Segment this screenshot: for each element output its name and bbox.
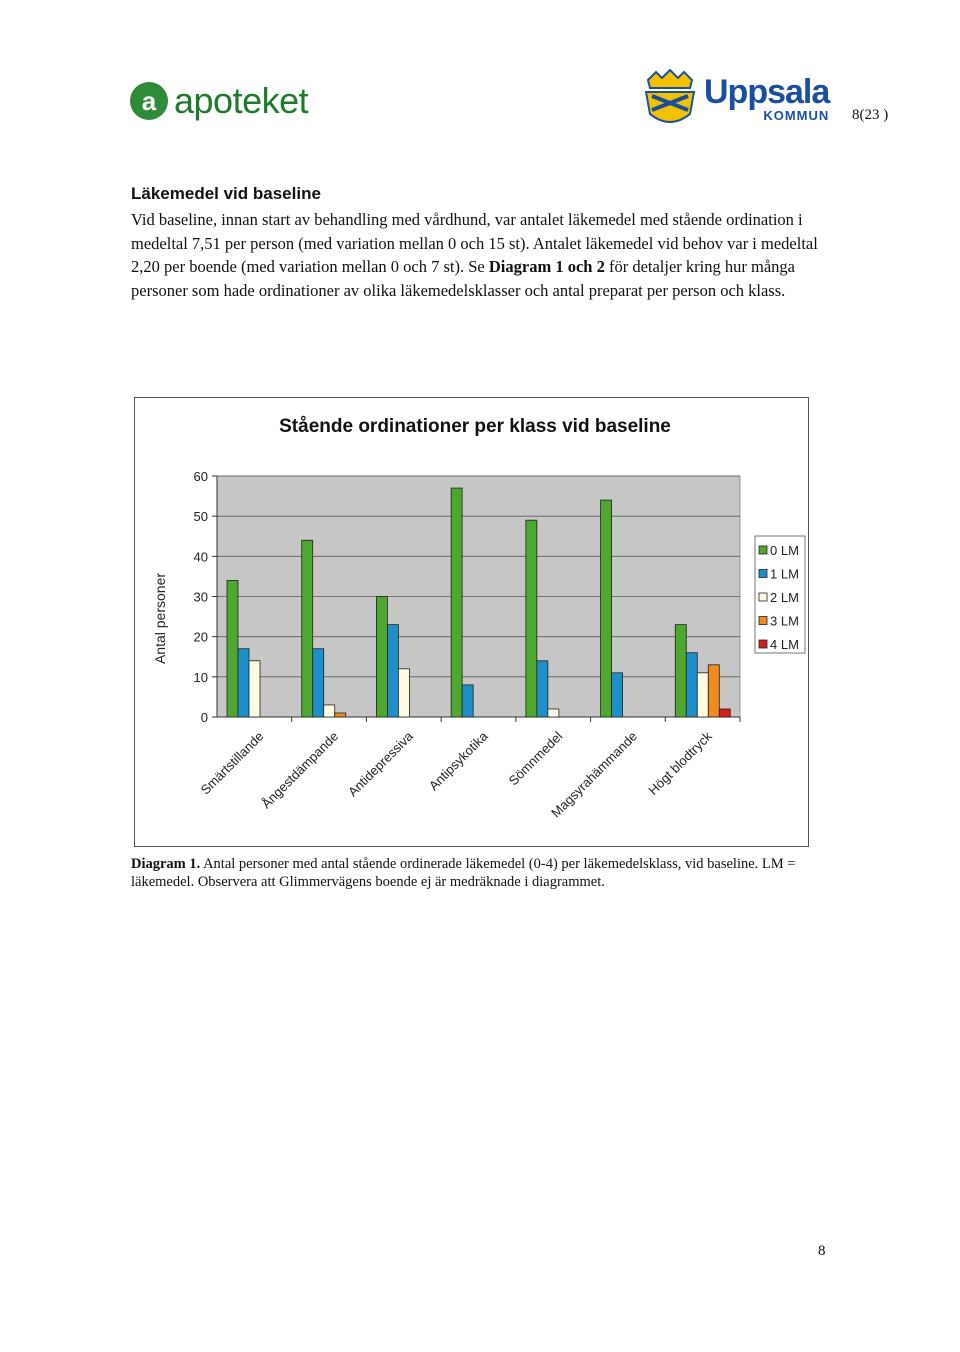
bar	[249, 661, 260, 717]
bar	[462, 685, 473, 717]
chart-frame	[134, 397, 809, 847]
legend-label: 0 LM	[770, 543, 799, 558]
bar	[686, 653, 697, 717]
x-category-label: Antipsykotika	[425, 728, 491, 794]
y-tick-label: 10	[193, 669, 208, 685]
diagram-reference: Diagram 1 och 2	[488, 257, 605, 276]
legend-swatch	[759, 546, 767, 554]
bar	[612, 673, 623, 717]
x-category-label: Sömnmedel	[505, 728, 566, 789]
apoteket-wordmark: apoteket	[174, 80, 309, 121]
x-category-label: Högt blodtryck	[645, 728, 715, 798]
bar	[302, 540, 313, 717]
bar	[324, 705, 335, 717]
y-tick-label: 30	[193, 589, 208, 605]
bar	[697, 673, 708, 717]
diagram-caption	[131, 855, 831, 891]
legend-swatch	[759, 570, 767, 578]
bar	[601, 500, 612, 717]
body-text-part2: för detaljer kring hur många personer som hade ordinationer av olika läkemedelsklasser och antal preparat per person och klass.	[131, 257, 795, 300]
page-number: 8	[818, 1243, 826, 1259]
bar	[451, 488, 462, 717]
x-category-label: Magsyrahämmande	[548, 728, 641, 821]
bar	[708, 665, 719, 717]
legend-swatch	[759, 617, 767, 625]
caption-text: Antal personer med antal stående ordinerade läkemedel (0-4) per läkemedelsklass, vid baseline. LM = läkemedel. Observera att Glimmervägens boende ej är medräknade i diagrammet.	[131, 856, 796, 890]
legend-label: 1 LM	[770, 566, 799, 582]
legend-swatch	[759, 593, 767, 601]
bar	[719, 709, 730, 717]
bar	[675, 625, 686, 717]
section-heading: Läkemedel vid baseline	[131, 184, 321, 203]
bar	[376, 597, 387, 718]
legend-label: 4 LM	[770, 637, 799, 652]
x-category-label: Ångestdämpande	[258, 728, 342, 812]
body-paragraph	[131, 208, 821, 302]
uppsala-wordmark: Uppsala	[704, 72, 830, 111]
x-category-label: Antidepressiva	[344, 728, 416, 800]
legend-label: 3 LM	[770, 613, 799, 629]
y-tick-label: 40	[193, 549, 208, 565]
apoteket-logo	[130, 80, 308, 122]
bar	[387, 625, 398, 717]
legend-swatch	[759, 640, 767, 648]
y-axis-label: Antal personer	[152, 572, 168, 665]
page-reference: 8(23 )	[852, 107, 889, 123]
legend-label: 2 LM	[770, 590, 799, 605]
x-category-label: Smärtstillande	[197, 728, 267, 798]
bar	[238, 649, 249, 717]
bar	[548, 709, 559, 717]
y-tick-label: 20	[193, 629, 208, 645]
bar-chart	[135, 398, 810, 848]
chart-title: Stående ordinationer per klass vid baseline	[279, 416, 671, 437]
uppsala-kommun-text: KOMMUN	[763, 107, 830, 123]
uppsala-crest-icon	[640, 66, 700, 130]
body-text-part1: Vid baseline, innan start av behandling med vårdhund, var antalet läkemedel med stående ordination i medeltal 7,51 per person (med variation mellan 0 och 15 st). Antalet läkemedel vid behov var i medeltal 2,20 per boende (med variation mellan 0 och 7 st). Se	[131, 210, 818, 276]
bar	[537, 661, 548, 717]
bar	[398, 669, 409, 717]
bar	[227, 580, 238, 717]
apoteket-mark-icon: a	[130, 82, 168, 120]
bar	[313, 649, 324, 717]
y-tick-label: 60	[193, 469, 208, 484]
y-tick-label: 50	[193, 509, 208, 525]
caption-label: Diagram 1.	[131, 856, 201, 872]
uppsala-logo	[640, 66, 829, 130]
bar	[335, 713, 346, 717]
bar	[526, 520, 537, 717]
y-tick-label: 0	[200, 710, 208, 725]
